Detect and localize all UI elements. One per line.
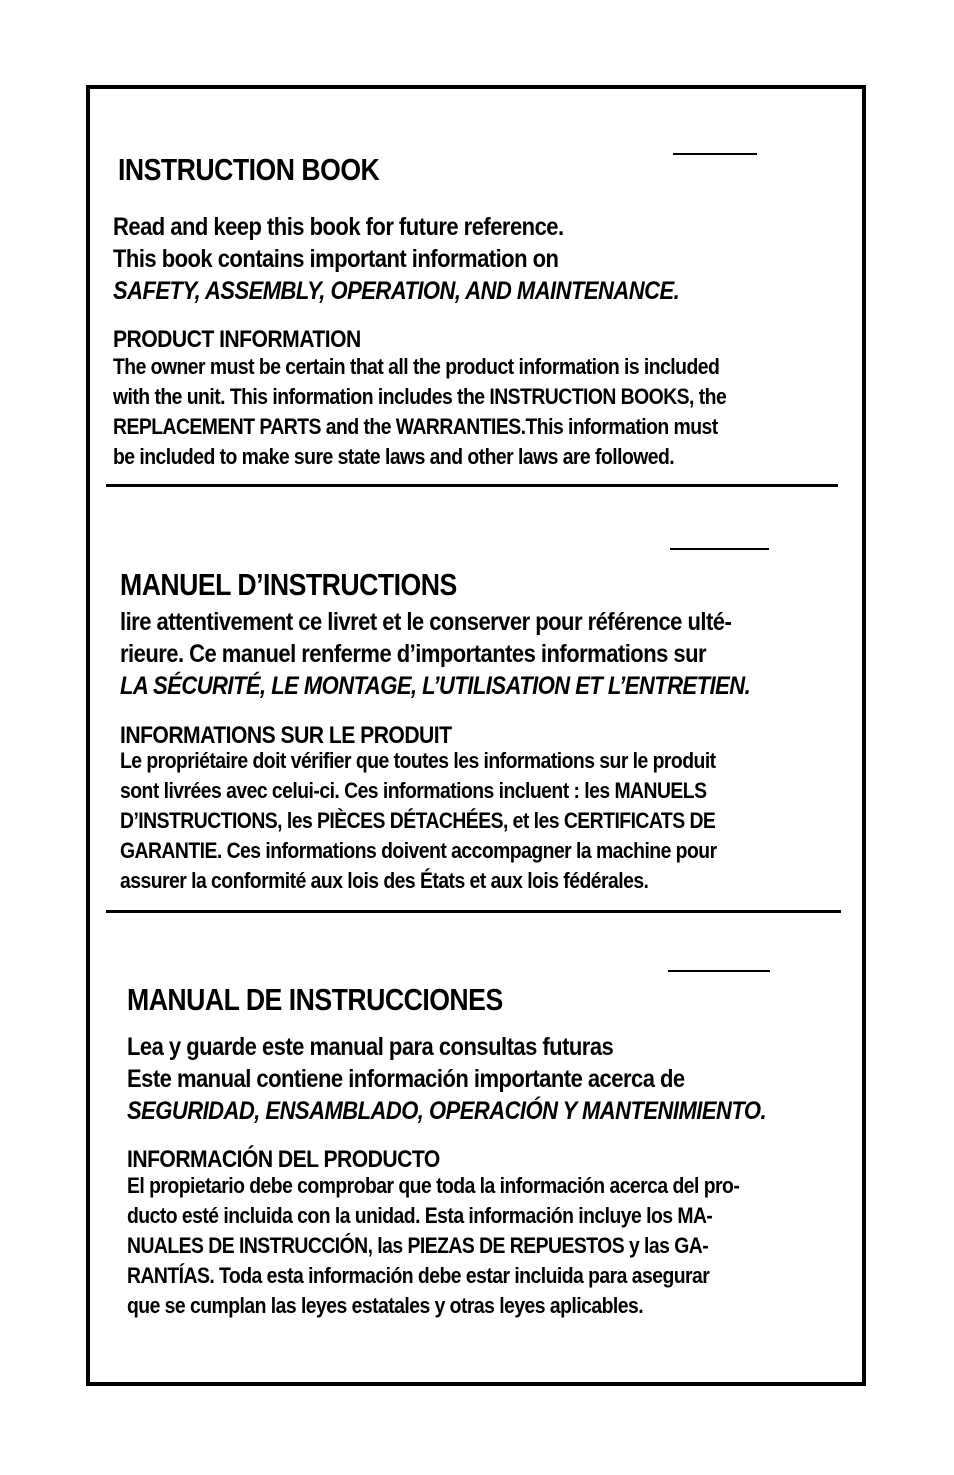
french-title: MANUEL D’INSTRUCTIONS	[120, 567, 457, 602]
spanish-intro	[127, 1031, 766, 1127]
english-title: INSTRUCTION BOOK	[118, 152, 380, 187]
section-divider-1	[106, 484, 838, 487]
model-number-blank-french	[670, 548, 769, 550]
english-product-heading: PRODUCT INFORMATION	[113, 326, 361, 353]
spanish-product-line-1: El propietario debe comprobar que toda la información acerca del pro-	[127, 1173, 740, 1198]
english-product-line-4: be included to make sure state laws and other laws are followed.	[113, 444, 675, 469]
spanish-product-heading: INFORMACIÓN DEL PRODUCTO	[127, 1146, 440, 1173]
spanish-product-line-4: RANTÍAS. Toda esta información debe estar incluida para asegurar	[127, 1263, 710, 1288]
spanish-intro-line-2: Este manual contiene información importante acerca de	[127, 1065, 685, 1093]
french-intro	[120, 606, 750, 702]
french-product-line-2: sont livrées avec celui-ci. Ces informations incluent : les MANUELS	[120, 778, 707, 803]
model-number-blank-spanish	[668, 970, 770, 972]
section-divider-2	[106, 910, 841, 913]
english-intro-emphasis: SAFETY, ASSEMBLY, OPERATION, AND MAINTENANCE.	[113, 277, 680, 305]
spanish-title: MANUAL DE INSTRUCCIONES	[127, 982, 503, 1017]
french-product-heading: INFORMATIONS SUR LE PRODUIT	[120, 722, 452, 749]
french-intro-line-1: lire attentivement ce livret et le conserver pour référence ulté-	[120, 608, 732, 636]
spanish-product-line-5: que se cumplan las leyes estatales y otras leyes aplicables.	[127, 1293, 644, 1318]
spanish-product-line-2: ducto esté incluida con la unidad. Esta información incluye los MA-	[127, 1203, 713, 1228]
spanish-product-text	[127, 1171, 739, 1321]
french-product-text	[120, 746, 717, 896]
french-product-line-5: assurer la conformité aux lois des États et aux lois fédérales.	[120, 868, 649, 893]
english-product-line-3: REPLACEMENT PARTS and the WARRANTIES.This information must	[113, 414, 718, 439]
english-intro	[113, 211, 679, 307]
spanish-intro-line-1: Lea y guarde este manual para consultas futuras	[127, 1033, 614, 1061]
french-intro-line-2: rieure. Ce manuel renferme d’importantes informations sur	[120, 640, 707, 668]
english-product-line-1: The owner must be certain that all the product information is included	[113, 354, 720, 379]
english-product-text	[113, 352, 726, 472]
spanish-intro-emphasis: SEGURIDAD, ENSAMBLADO, OPERACIÓN Y MANTENIMIENTO.	[127, 1097, 767, 1125]
french-intro-emphasis: LA SÉCURITÉ, LE MONTAGE, L’UTILISATION ET L’ENTRETIEN.	[120, 672, 751, 700]
french-product-line-4: GARANTIE. Ces informations doivent accompagner la machine pour	[120, 838, 717, 863]
english-intro-line-1: Read and keep this book for future reference.	[113, 213, 564, 241]
english-product-line-2: with the unit. This information includes the INSTRUCTION BOOKS, the	[113, 384, 727, 409]
english-intro-line-2: This book contains important information on	[113, 245, 559, 273]
french-product-line-3: D’INSTRUCTIONS, les PIÈCES DÉTACHÉES, et les CERTIFICATS DE	[120, 808, 716, 833]
spanish-product-line-3: NUALES DE INSTRUCCIÓN, las PIEZAS DE REPUESTOS y las GA-	[127, 1233, 709, 1258]
french-product-line-1: Le propriétaire doit vérifier que toutes les informations sur le produit	[120, 748, 716, 773]
model-number-blank-english	[673, 153, 757, 155]
